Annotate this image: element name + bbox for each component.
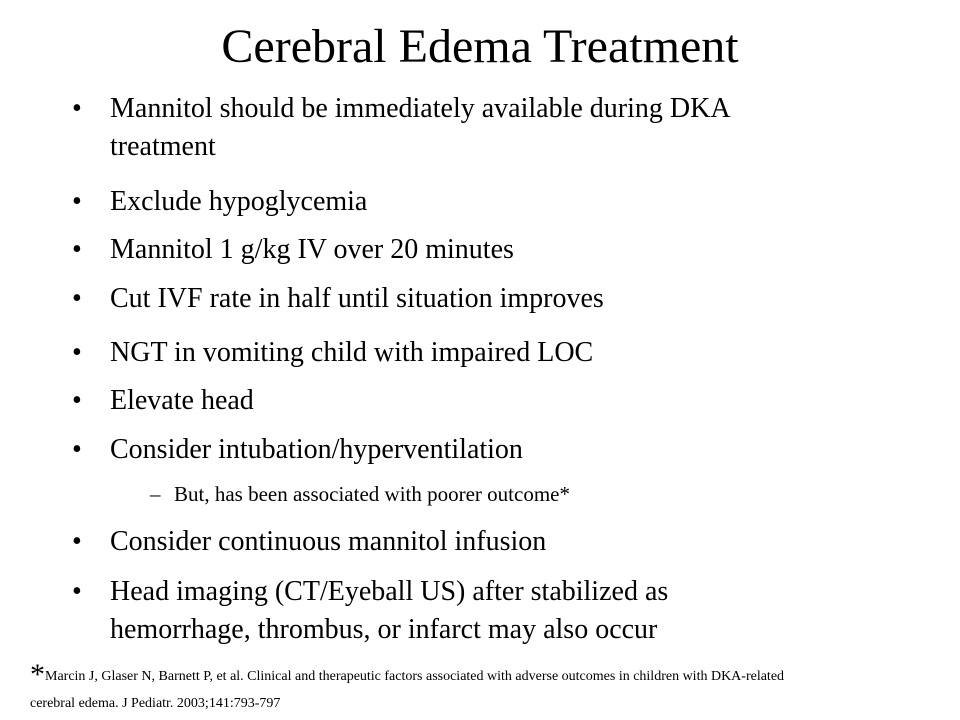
bullet-text: Elevate head [110, 385, 254, 416]
bullet-item [72, 573, 810, 649]
bullet-marker: • [72, 93, 82, 124]
bullet-marker: • [72, 186, 82, 217]
bullet-marker: • [72, 337, 82, 368]
bullet-item [72, 90, 810, 166]
bullet-item [72, 280, 810, 318]
bullet-text: Consider intubation/hyperventilation [110, 434, 523, 465]
bullet-text: Head imaging (CT/Eyeball US) after stabilized as hemorrhage, thrombus, or infarct may also occur [110, 576, 669, 645]
bullet-item [72, 431, 810, 469]
footnote-line-2: cerebral edema. J Pediatr. 2003;141:793-797 [30, 696, 281, 711]
sub-bullet-marker: – [150, 482, 161, 506]
bullet-text: Cut IVF rate in half until situation improves [110, 283, 604, 314]
bullet-text: Mannitol 1 g/kg IV over 20 minutes [110, 234, 514, 265]
footnote-marker: * [30, 658, 45, 691]
bullet-text: Exclude hypoglycemia [110, 186, 368, 217]
bullet-item [72, 523, 810, 561]
bullet-marker: • [72, 576, 82, 607]
bullet-marker: • [72, 434, 82, 465]
slide-title: Cerebral Edema Treatment [221, 20, 739, 73]
bullet-text: NGT in vomiting child with impaired LOC [110, 337, 594, 368]
bullet-item [72, 183, 810, 221]
bullet-marker: • [72, 283, 82, 314]
bullet-item [72, 231, 810, 269]
sub-bullet-item [150, 480, 570, 508]
bullet-text: Mannitol should be immediately available during DKA treatment [110, 93, 729, 162]
bullet-marker: • [72, 385, 82, 416]
bullet-item [72, 382, 810, 420]
bullet-text: Consider continuous mannitol infusion [110, 526, 547, 557]
bullet-marker: • [72, 526, 82, 557]
bullet-item [72, 334, 810, 372]
sub-bullet-text: But, has been associated with poorer outcome* [174, 482, 570, 506]
footnote-text-1: Marcin J, Glaser N, Barnett P, et al. Clinical and therapeutic factors associated with adverse outcomes in children with DKA-related [45, 669, 785, 684]
footnote-line-1 [30, 658, 784, 692]
bullet-marker: • [72, 234, 82, 265]
